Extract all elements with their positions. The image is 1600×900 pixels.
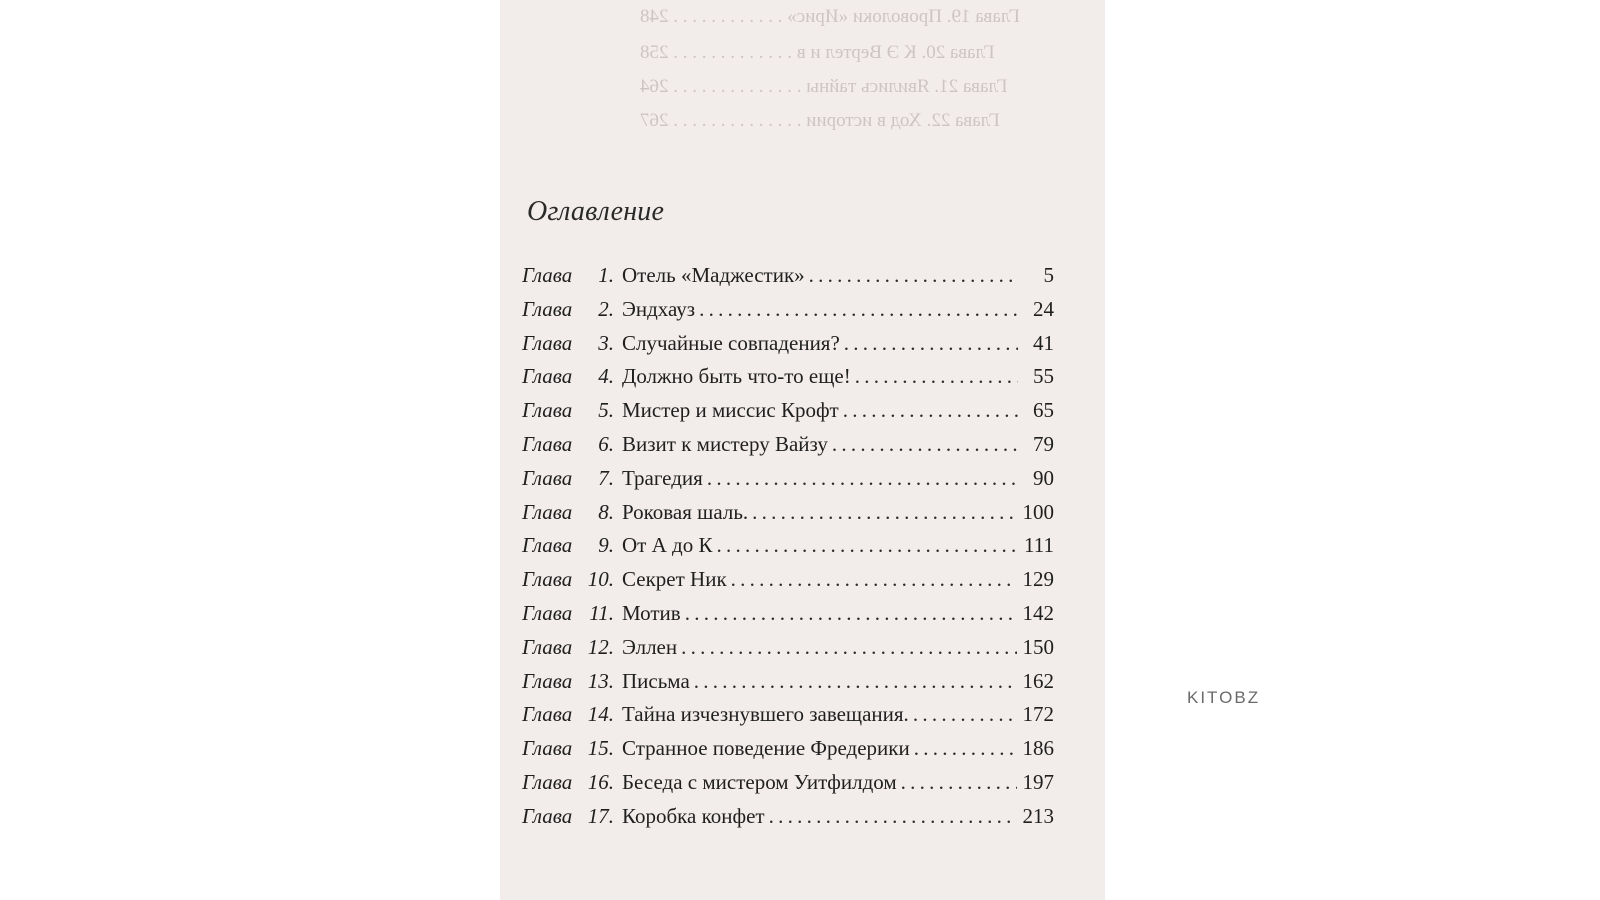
chapter-page-number: 172: [1022, 702, 1054, 727]
chapter-number: 11.: [589, 600, 614, 625]
chapter-word: Глава: [522, 769, 573, 794]
chapter-page-number: 24: [1033, 296, 1054, 321]
toc-entry: [522, 601, 1054, 635]
chapter-page-number: 79: [1033, 431, 1054, 456]
chapter-word: Глава: [522, 668, 573, 693]
toc-entry: [522, 533, 1054, 567]
chapter-page-number: 186: [1022, 736, 1054, 761]
chapter-page-number: 5: [1043, 263, 1054, 287]
dot-leader: [694, 669, 1017, 694]
dot-leader: [707, 466, 1018, 491]
chapter-word: Глава: [522, 364, 573, 389]
show-through-text: Глава 19. Проволоки «Ирис» . . . . . . . . . . . . 248 Глава 20. К Э Вертел и в . . . . . . . . . . . . . 258 Глава 21. Явились тайны . . . . . . . . . . . . . . 264 Глава 22. Ход в истории . . . . . . . . . . . . . . 267: [640, 6, 1020, 131]
chapter-number: 7.: [598, 465, 614, 490]
chapter-page-number: 213: [1022, 803, 1054, 828]
chapter-word: Глава: [522, 600, 573, 625]
toc-entry: [522, 500, 1054, 534]
chapter-title: Странное поведение Фредерики: [622, 736, 910, 761]
dot-leader: [914, 736, 1017, 761]
dot-leader: [901, 770, 1017, 795]
chapter-title: От А до К: [622, 533, 713, 558]
chapter-word: Глава: [522, 533, 573, 558]
chapter-word: Глава: [522, 431, 573, 456]
chapter-number: 14.: [587, 702, 614, 727]
dot-leader: [716, 533, 1018, 558]
chapter-title: Визит к мистеру Вайзу: [622, 431, 828, 456]
chapter-page-number: 129: [1022, 567, 1054, 592]
chapter-title: Трагедия: [622, 465, 703, 490]
toc-entry: [522, 770, 1054, 804]
dot-leader: [731, 567, 1017, 592]
chapter-title: Должно быть что-то еще!: [622, 364, 851, 389]
chapter-page-number: 197: [1022, 769, 1054, 794]
chapter-word: Глава: [522, 567, 573, 592]
dot-leader: [855, 364, 1018, 389]
toc-entry: [522, 398, 1054, 432]
toc-list: [522, 263, 1054, 838]
chapter-number: 12.: [587, 634, 614, 659]
dot-leader: [685, 601, 1017, 626]
chapter-number: 15.: [587, 736, 614, 761]
chapter-number: 6.: [598, 431, 614, 456]
toc-entry: [522, 432, 1054, 466]
chapter-number: 17.: [587, 803, 614, 828]
toc-entry: [522, 635, 1054, 669]
toc-entry: [522, 466, 1054, 500]
dot-leader: [809, 263, 1018, 288]
chapter-title: Случайные совпадения?: [622, 330, 840, 355]
chapter-number: 10.: [587, 567, 614, 592]
chapter-number: 4.: [598, 364, 614, 389]
chapter-page-number: 55: [1033, 364, 1054, 389]
toc-entry: [522, 297, 1054, 331]
chapter-title: Мистер и миссис Крофт: [622, 398, 839, 423]
chapter-word: Глава: [522, 465, 573, 490]
dot-leader: [913, 702, 1017, 727]
toc-entry: [522, 567, 1054, 601]
chapter-word: Глава: [522, 296, 573, 321]
chapter-page-number: 100: [1022, 499, 1054, 524]
dot-leader: [699, 297, 1018, 322]
chapter-word: Глава: [522, 499, 573, 524]
chapter-page-number: 162: [1022, 668, 1054, 693]
chapter-number: 2.: [598, 296, 614, 321]
chapter-page-number: 150: [1022, 634, 1054, 659]
chapter-page-number: 90: [1033, 465, 1054, 490]
toc-entry: [522, 702, 1054, 736]
chapter-number: 3.: [598, 330, 614, 355]
chapter-word: Глава: [522, 330, 573, 355]
chapter-word: Глава: [522, 634, 573, 659]
chapter-word: Глава: [522, 702, 573, 727]
chapter-word: Глава: [522, 803, 573, 828]
toc-entry: [522, 364, 1054, 398]
chapter-title: Тайна изчезнувшего завещания.: [622, 702, 909, 727]
chapter-page-number: 65: [1033, 398, 1054, 423]
chapter-number: 8.: [598, 499, 614, 524]
chapter-number: 13.: [587, 668, 614, 693]
chapter-number: 9.: [598, 533, 614, 558]
chapter-page-number: 41: [1033, 330, 1054, 355]
chapter-page-number: 111: [1024, 533, 1054, 558]
toc-heading: Оглавление: [527, 196, 665, 227]
chapter-title: Мотив: [622, 600, 681, 625]
chapter-title: Беседа с мистером Уитфилдом: [622, 769, 897, 794]
dot-leader: [752, 500, 1016, 525]
chapter-number: 1.: [598, 263, 614, 287]
dot-leader: [843, 398, 1018, 423]
dot-leader: [844, 331, 1018, 356]
dot-leader: [681, 635, 1016, 660]
chapter-title: Коробка конфет: [622, 803, 765, 828]
chapter-word: Глава: [522, 736, 573, 761]
toc-entry: [522, 263, 1054, 297]
chapter-title: Секрет Ник: [622, 567, 727, 592]
chapter-page-number: 142: [1022, 600, 1054, 625]
toc-entry: [522, 736, 1054, 770]
chapter-number: 5.: [598, 398, 614, 423]
toc-entry: [522, 669, 1054, 703]
watermark-logo: KITOBZ: [1187, 688, 1261, 707]
chapter-number: 16.: [587, 769, 614, 794]
chapter-title: Письма: [622, 668, 690, 693]
chapter-title: Эллен: [622, 634, 678, 659]
chapter-title: Роковая шаль.: [622, 499, 749, 524]
chapter-word: Глава: [522, 263, 573, 287]
chapter-title: Эндхауз: [622, 296, 696, 321]
book-page: [500, 0, 1105, 900]
dot-leader: [832, 432, 1018, 457]
chapter-word: Глава: [522, 398, 573, 423]
toc-entry: [522, 331, 1054, 365]
chapter-title: Отель «Маджестик»: [622, 263, 805, 287]
toc-entry: [522, 804, 1054, 838]
dot-leader: [769, 804, 1017, 829]
